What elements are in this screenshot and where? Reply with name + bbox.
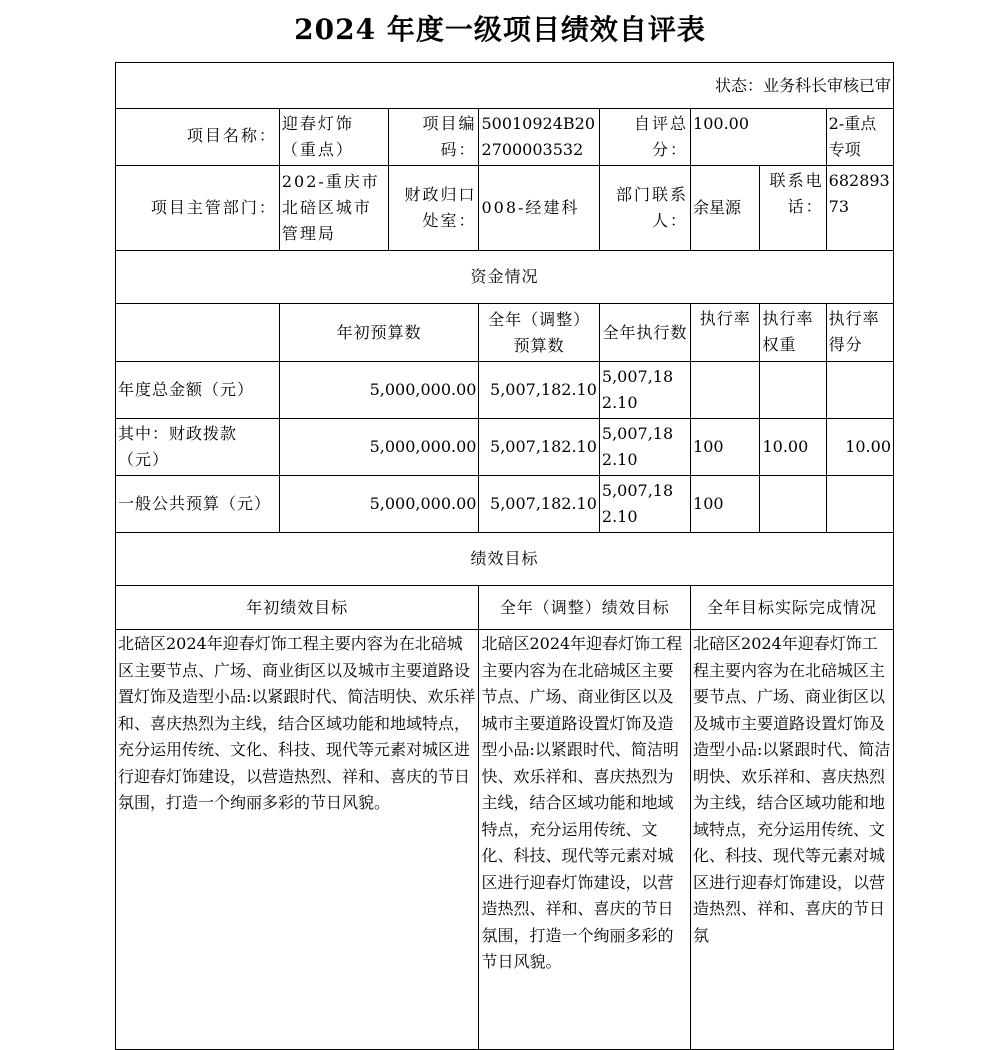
project-name-label: 项目名称： (116, 109, 280, 166)
funds-row-general (116, 476, 894, 533)
performance-content-row (116, 630, 894, 1050)
funds-header-row (116, 304, 894, 362)
row-adjusted: 5,007,182.10 (479, 419, 599, 476)
row-adjusted: 5,007,182.10 (479, 476, 599, 533)
performance-title-row (116, 533, 894, 586)
dept-label: 项目主管部门： (116, 166, 280, 251)
row-rate (691, 362, 760, 419)
header-actual-completion: 全年目标实际完成情况 (691, 586, 894, 630)
project-name-value: 迎春灯饰（重点） (279, 109, 389, 166)
performance-section-title: 绩效目标 (116, 533, 894, 586)
header-rate-score: 执行率得分 (826, 304, 893, 362)
performance-header-row (116, 586, 894, 630)
phone-label: 联系电话： (760, 166, 826, 251)
row-label: 年度总金额（元） (116, 362, 280, 419)
adjusted-goal-text: 北碚区2024年迎春灯饰工程主要内容为在北碚城区主要节点、广场、商业街区以及城市主要道路设置灯饰及造型小品:以紧跟时代、简洁明快、欢乐祥和、喜庆热烈为主线，结合区域功能和地域特点，充分运用传统、文化、科技、现代等元素对城区进行迎春灯饰建设，以营造热烈、祥和、喜庆的节日氛围，打造一个绚丽多彩的节日风貌。 (479, 630, 691, 1050)
funds-header-empty (116, 304, 280, 362)
self-score-label: 自评总分： (599, 109, 690, 166)
self-evaluation-table (115, 62, 894, 1050)
header-executed: 全年执行数 (599, 304, 690, 362)
row-adjusted: 5,007,182.10 (479, 362, 599, 419)
header-rate: 执行率 (691, 304, 760, 362)
header-adjusted-goal: 全年（调整）绩效目标 (479, 586, 691, 630)
header-initial-goal: 年初绩效目标 (116, 586, 479, 630)
self-score-value: 100.00 (691, 109, 827, 166)
project-code-value: 50010924B202700003532 (479, 109, 599, 166)
row-score (826, 476, 893, 533)
row-initial: 5,000,000.00 (279, 419, 479, 476)
row-initial: 5,000,000.00 (279, 476, 479, 533)
row-score: 10.00 (826, 419, 893, 476)
funds-title-row (116, 251, 894, 304)
row-rate: 100 (691, 476, 760, 533)
funds-section-title: 资金情况 (116, 251, 894, 304)
finance-office-label: 财政归口处室： (389, 166, 479, 251)
info-row-2 (116, 166, 894, 251)
finance-office-value: 008-经建科 (479, 166, 599, 251)
row-score (826, 362, 893, 419)
row-executed: 5,007,182.10 (599, 362, 690, 419)
funds-row-fiscal (116, 419, 894, 476)
actual-completion-text: 北碚区2024年迎春灯饰工程主要内容为在北碚城区主要节点、广场、商业街区以及城市主要道路设置灯饰及造型小品:以紧跟时代、简洁明快、欢乐祥和、喜庆热烈为主线，结合区域功能和地域特点，充分运用传统、文化、科技、现代等元素对城区进行迎春灯饰建设，以营造热烈、祥和、喜庆的节日氛 (691, 630, 894, 1050)
dept-value: 202-重庆市北碚区城市管理局 (279, 166, 389, 251)
status-row (116, 63, 894, 109)
row-label: 其中：财政拨款（元） (116, 419, 280, 476)
funds-row-total (116, 362, 894, 419)
initial-goal-text: 北碚区2024年迎春灯饰工程主要内容为在北碚城区主要节点、广场、商业街区以及城市主要道路设置灯饰及造型小品:以紧跟时代、简洁明快、欢乐祥和、喜庆热烈为主线，结合区域功能和地域特点，充分运用传统、文化、科技、现代等元素对城区进行迎春灯饰建设，以营造热烈、祥和、喜庆的节日氛围，打造一个绚丽多彩的节日风貌。 (116, 630, 479, 1050)
phone-value: 68289373 (826, 166, 893, 251)
info-row-1 (116, 109, 894, 166)
category-value-text: 2-重点专项 (828, 114, 877, 159)
row-weight: 10.00 (760, 419, 826, 476)
row-label: 一般公共预算（元） (116, 476, 280, 533)
project-code-label: 项目编码： (389, 109, 479, 166)
header-rate-weight: 执行率权重 (760, 304, 826, 362)
row-initial: 5,000,000.00 (279, 362, 479, 419)
status-text: 状态：业务科长审核已审 (116, 63, 894, 109)
row-weight (760, 476, 826, 533)
contact-person-label: 部门联系人： (599, 166, 690, 251)
category-value (826, 109, 893, 166)
row-rate: 100 (691, 419, 760, 476)
header-adjusted-budget: 全年（调整）预算数 (479, 304, 599, 362)
row-executed: 5,007,182.10 (599, 476, 690, 533)
page-title: 2024 年度一级项目绩效自评表 (294, 13, 706, 46)
contact-person-value: 余星源 (691, 166, 760, 251)
header-initial-budget: 年初预算数 (279, 304, 479, 362)
row-executed: 5,007,182.10 (599, 419, 690, 476)
row-weight (760, 362, 826, 419)
